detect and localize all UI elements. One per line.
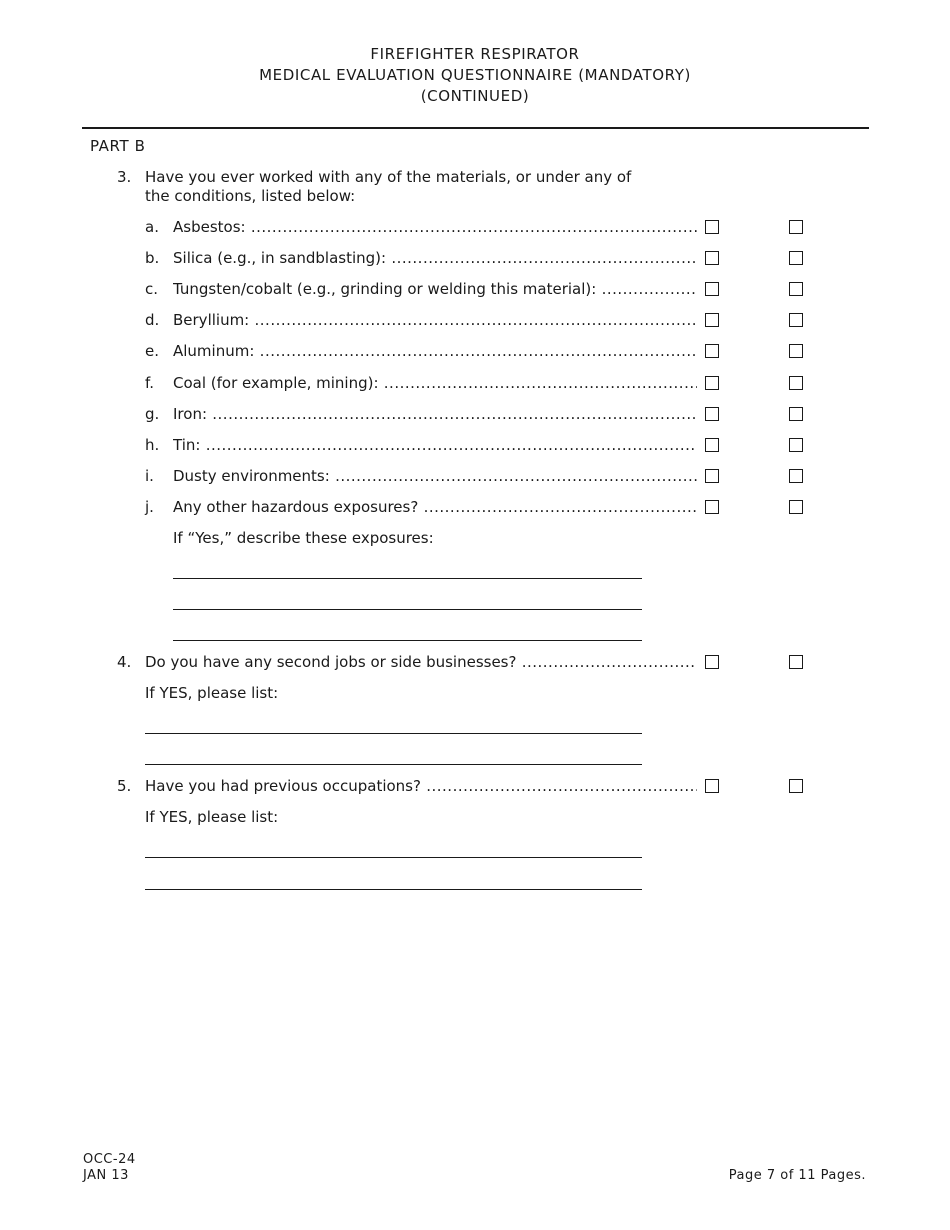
- q4-list-prompt: If YES, please list:: [145, 684, 279, 702]
- q3-item-text: Any other hazardous exposures? .....: [173, 498, 697, 517]
- q3-text-line-1: Have you ever worked with any of the materials, or under any of: [145, 168, 632, 186]
- yes-checkbox[interactable]: [705, 407, 719, 421]
- q3-item-text: Tin: .....: [173, 436, 697, 455]
- q3-item-text: Coal (for example, mining): .....: [173, 374, 697, 393]
- q3-item-row: [145, 498, 817, 518]
- no-checkbox[interactable]: [789, 282, 803, 296]
- no-checkbox[interactable]: [789, 344, 803, 358]
- q5-text: Have you had previous occupations? .....: [145, 777, 697, 796]
- yes-checkbox[interactable]: [705, 251, 719, 265]
- q3-item-row: [145, 405, 817, 425]
- q3-item-row: [145, 218, 817, 238]
- yes-checkbox[interactable]: [705, 282, 719, 296]
- q3-item-letter: i.: [145, 467, 154, 485]
- q5-no-checkbox[interactable]: [789, 779, 803, 793]
- q3-item-row: [145, 374, 817, 394]
- q4-no-checkbox[interactable]: [789, 655, 803, 669]
- no-checkbox[interactable]: [789, 220, 803, 234]
- yes-checkbox[interactable]: [705, 220, 719, 234]
- q3-item-text: Silica (e.g., in sandblasting): .....: [173, 249, 697, 268]
- no-checkbox[interactable]: [789, 407, 803, 421]
- q5-yes-checkbox[interactable]: [705, 779, 719, 793]
- form-code: OCC-24: [83, 1152, 136, 1167]
- no-checkbox[interactable]: [789, 251, 803, 265]
- yes-checkbox[interactable]: [705, 344, 719, 358]
- header-divider: [82, 127, 869, 129]
- q3-item-row: [145, 311, 817, 331]
- no-checkbox[interactable]: [789, 469, 803, 483]
- q3-item-letter: f.: [145, 374, 154, 392]
- form-title-line-1: FIREFIGHTER RESPIRATOR: [370, 45, 580, 63]
- q3-item-letter: a.: [145, 218, 159, 236]
- q3-item-row: [145, 436, 817, 456]
- q3-item-letter: d.: [145, 311, 160, 329]
- q3-text-line-2: the conditions, listed below:: [145, 187, 356, 205]
- q3-answer-line-2[interactable]: [173, 609, 642, 610]
- q4-answer-line-1[interactable]: [145, 733, 642, 734]
- q3-answer-line-1[interactable]: [173, 578, 642, 579]
- q3-item-letter: b.: [145, 249, 160, 267]
- q3-describe-prompt: If “Yes,” describe these exposures:: [173, 529, 434, 547]
- yes-checkbox[interactable]: [705, 500, 719, 514]
- no-checkbox[interactable]: [789, 313, 803, 327]
- no-checkbox[interactable]: [789, 438, 803, 452]
- q3-number: 3.: [117, 168, 132, 186]
- form-title-line-2: MEDICAL EVALUATION QUESTIONNAIRE (MANDATORY): [259, 66, 691, 84]
- no-checkbox[interactable]: [789, 376, 803, 390]
- part-label: PART B: [90, 137, 146, 155]
- yes-checkbox[interactable]: [705, 313, 719, 327]
- q3-item-letter: g.: [145, 405, 160, 423]
- q5-row: [117, 777, 817, 797]
- q3-item-row: [145, 280, 817, 300]
- q4-text: Do you have any second jobs or side businesses? .....: [145, 653, 697, 672]
- q3-item-text: Aluminum: .....: [173, 342, 697, 361]
- form-date: JAN 13: [83, 1168, 129, 1183]
- yes-checkbox[interactable]: [705, 438, 719, 452]
- no-checkbox[interactable]: [789, 500, 803, 514]
- q3-answer-line-3[interactable]: [173, 640, 642, 641]
- q5-answer-line-1[interactable]: [145, 857, 642, 858]
- q4-number: 4.: [117, 653, 132, 671]
- q3-item-letter: e.: [145, 342, 159, 360]
- q3-item-text: Asbestos: .....: [173, 218, 697, 237]
- q5-number: 5.: [117, 777, 132, 795]
- q3-item-letter: h.: [145, 436, 160, 454]
- q3-item-row: [145, 342, 817, 362]
- q4-answer-line-2[interactable]: [145, 764, 642, 765]
- q5-answer-line-2[interactable]: [145, 889, 642, 890]
- q3-item-letter: c.: [145, 280, 159, 298]
- q3-item-row: [145, 467, 817, 487]
- form-title-line-3: (CONTINUED): [420, 87, 530, 105]
- q3-item-text: Dusty environments: .....: [173, 467, 697, 486]
- yes-checkbox[interactable]: [705, 376, 719, 390]
- q3-item-text: Iron: .....: [173, 405, 697, 424]
- q3-item-letter: j.: [145, 498, 154, 516]
- q3-item-row: [145, 249, 817, 269]
- page-info: Page 7 of 11 Pages.: [728, 1168, 866, 1183]
- yes-checkbox[interactable]: [705, 469, 719, 483]
- q4-yes-checkbox[interactable]: [705, 655, 719, 669]
- q3-item-text: Beryllium: .....: [173, 311, 697, 330]
- q3-item-text: Tungsten/cobalt (e.g., grinding or welding this material): .....: [173, 280, 697, 299]
- q5-list-prompt: If YES, please list:: [145, 808, 279, 826]
- q4-row: [117, 653, 817, 673]
